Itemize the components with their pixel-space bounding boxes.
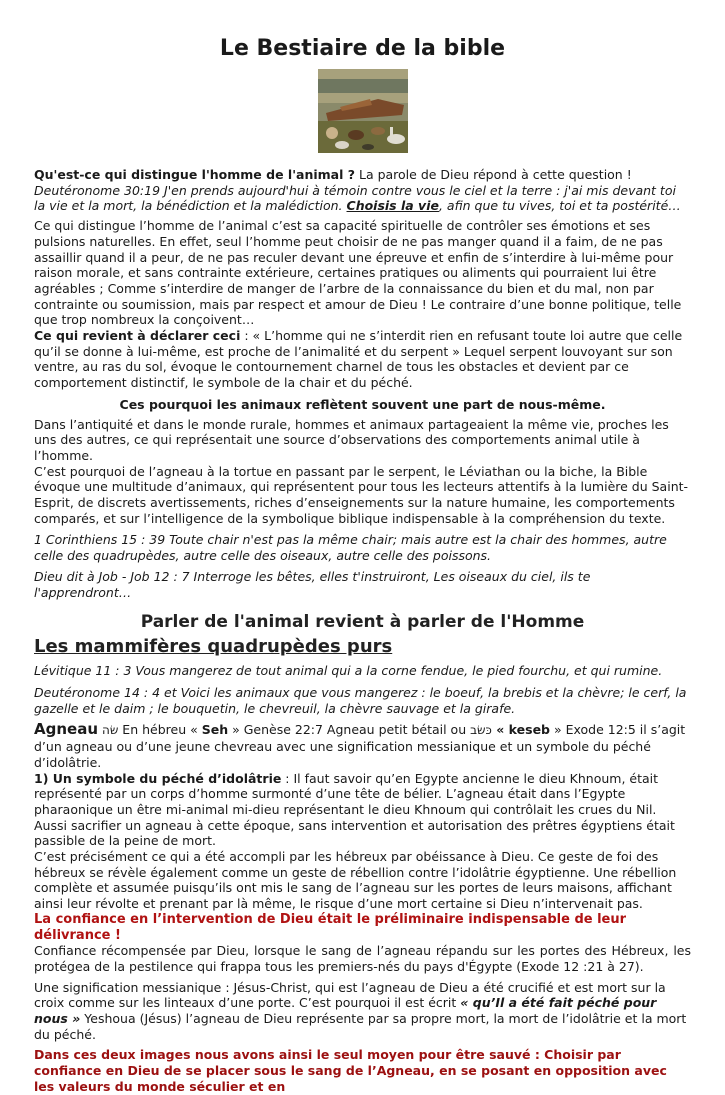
noahs-ark-illustration (318, 69, 408, 153)
deuteronomy-30-19-end: , afin que tu vives, toi et ta postérité… (438, 198, 681, 214)
messianic-text-b: Yeshoua (Jésus) l’agneau de Dieu représente par sa propre mort, la mort de l’idolâtrie et la mort du péché. (34, 1011, 687, 1042)
paragraph-declaration (34, 328, 691, 391)
idolatry-symbol-text: : Il faut savoir qu’en Egypte ancienne le dieu Khnoum, était représenté par un corps d’homme surmonté d’une tête de bélier. L’agneau était dans l’Egypte pharaonique un être mi-animal mi-dieu représentant le dieu Khnoum qui contrôlait les crues du Nil. Aussi sacrifier un agneau à cette époque, sans intervention et autorisation des prêtres égyptiens était passible de la peine de mort. (34, 770, 675, 849)
intro-paragraph (34, 167, 691, 214)
hebrew-keseb: כּשׂב (470, 723, 492, 738)
messianic-paragraph (34, 980, 691, 1043)
agneau-text-2: » Genèse 22:7 Agneau petit bétail ou (228, 722, 471, 738)
term-keseb: keseb (508, 722, 550, 738)
declaration-text: : « L’homme qui ne s’interdit rien en refusant toute loi autre que celle qu’il se donne à lui-même, est proche de l’animalité et du serpent » Lequel serpent louvoyant sur son ventre, au ras du sol, évoque le contournement charnel de tous les obstacles et devient par ce comportement distinctif, le symbole de la chair et du péché. (34, 328, 683, 391)
deuteronomy-30-19: Deutéronome 30:19 J'en prends aujourd'hui à témoin contre vous le ciel et la terre : j'ai mis devant toi la vie et la mort, la bénédiction et la malédiction. (34, 182, 676, 214)
subheading-reflection: Ces pourquoi les animaux reflètent souvent une part de nous-même. (119, 396, 606, 412)
paragraph-antiquity: Dans l’antiquité et dans le monde rurale, hommes et animaux partageaient la même vie, proches les uns des autres, ce qui représentait une source d’observations des comportements animal utile à l’homme. (34, 416, 669, 463)
page-title: Le Bestiaire de la bible (219, 36, 506, 61)
reward-paragraph: Confiance récompensée par Dieu, lorsque le sang de l’agneau répandu sur les portes des Hébreux, les protégea de la pestilence qui frappa tous les premiers-nés du pays d'Égypte (Exode 12 :21 à 27). (34, 943, 691, 974)
term-seh: Seh (201, 722, 229, 738)
agneau-paragraph (34, 722, 691, 770)
agneau-term: Agneau (34, 720, 98, 739)
idolatry-symbol-paragraph (34, 771, 691, 850)
subsection-heading: Les mammifères quadrupèdes purs (34, 636, 393, 658)
agneau-text-4: » Exode 12:5 il s’agit d’un agneau ou d’une jeune chevreau avec une signification messianique et un symbole du péché d’idolâtrie. (34, 722, 686, 770)
agneau-text-1: En hébreu « (118, 722, 202, 738)
hebrew-rebellion-paragraph: C’est précisément ce qui a été accompli par les hébreux par obéissance à Dieu. Ce geste de foi des hébreux se révèle également comme un geste de rébellion contre l’idolâtrie égyptienne. Une rébellion complète et assumée puisqu’ils ont mis le sang de l’agneau sur les portes de leurs maisons, affichant ainsi leur révolte et prenant par là même, le risque d’une mort certaine si Dieu n’intervenait pas. (34, 849, 677, 912)
conclusion-highlight: Dans ces deux images nous avons ainsi le seul moyen pour être sauvé : Choisir par confiance en Dieu de se placer sous le sang de l’Agneau, en se posant en opposition avec les valeurs du monde séculier et en (34, 1047, 667, 1094)
declaration-lead: Ce qui revient à déclarer ceci (34, 328, 241, 344)
messianic-quote: « qu’Il a été fait péché pour nous » (34, 995, 657, 1027)
intro-question-tail: La parole de Dieu répond à cette question ! (355, 167, 632, 182)
job-verse: Dieu dit à Job - Job 12 : 7 Interroge les bêtes, elles t'instruiront, Les oiseaux du ciel, ils te l'apprendront… (34, 568, 591, 600)
choose-life-emphasis: Choisis la vie (346, 198, 439, 214)
paragraph-bible-animals: C’est pourquoi de l’agneau à la tortue en passant par le serpent, le Léviathan ou la biche, la Bible évoque une multitude d’animaux, qui représentent pour tous les lecteurs attentifs à la lumière du Saint-Esprit, de discrets avertissements, riches d’enseignements sur la nature humaine, les comportements comparés, et sur l’intelligence de la symbolique biblique indispensable à la compréhension du texte. (34, 463, 689, 526)
paragraph-distinction: Ce qui distingue l’homme de l’animal c’est sa capacité spirituelle de contrôler ses émotions et ses pulsions naturelles. En effet, seul l’homme peut choisir de ne pas manger quand il a faim, de ne pas assaillir quand il a peur, de ne pas reculer devant une épreuve et enfin de s’interdire à lui-même pour raison morale, et sans contrainte extérieure, certaines pratiques ou aliments qui pourraient lui être agréables ; Comme s’interdire de manger de l’arbre de la connaissance du bien et du mal, non par contrainte ou soumission, mais par respect et amour de Dieu ! Le contraire d’une bonne politique, telle que trop nombreux la conçoivent… (34, 218, 682, 328)
idolatry-symbol-lead: 1) Un symbole du péché d’idolâtrie (34, 770, 282, 786)
agneau-text-3: « (491, 722, 509, 738)
corinthians-verse: 1 Corinthiens 15 : 39 Toute chair n'est pas la même chair; mais autre est la chair des hommes, autre celle des quadrupèdes, autre celle des oiseaux, autre celle des poissons. (34, 532, 667, 564)
leviticus-verse: Lévitique 11 : 3 Vous mangerez de tout animal qui a la corne fendue, le pied fourchu, et qui rumine. (34, 663, 663, 679)
intro-question: Qu'est-ce qui distingue l'homme de l'animal ? (34, 167, 355, 182)
messianic-text-a: Une signification messianique : Jésus-Christ, qui est l’agneau de Dieu a été crucifié et est mort sur la croix comme sur les linteaux d’une porte. C’est pourquoi il est écrit (34, 979, 666, 1011)
trust-highlight: La confiance en l’intervention de Dieu était le préliminaire indispensable de leur délivrance ! (34, 911, 627, 943)
deuteronomy-14-verse: Deutéronome 14 : 4 et Voici les animaux que vous mangerez : le boeuf, la brebis et la chèvre; le cerf, la gazelle et le daim ; le bouquetin, le chevreuil, la chèvre sauvage et la girafe. (34, 684, 687, 716)
section-heading: Parler de l'animal revient à parler de l'Homme (140, 612, 585, 633)
document-page (34, 0, 691, 1095)
hebrew-seh: שׂה (101, 723, 119, 738)
